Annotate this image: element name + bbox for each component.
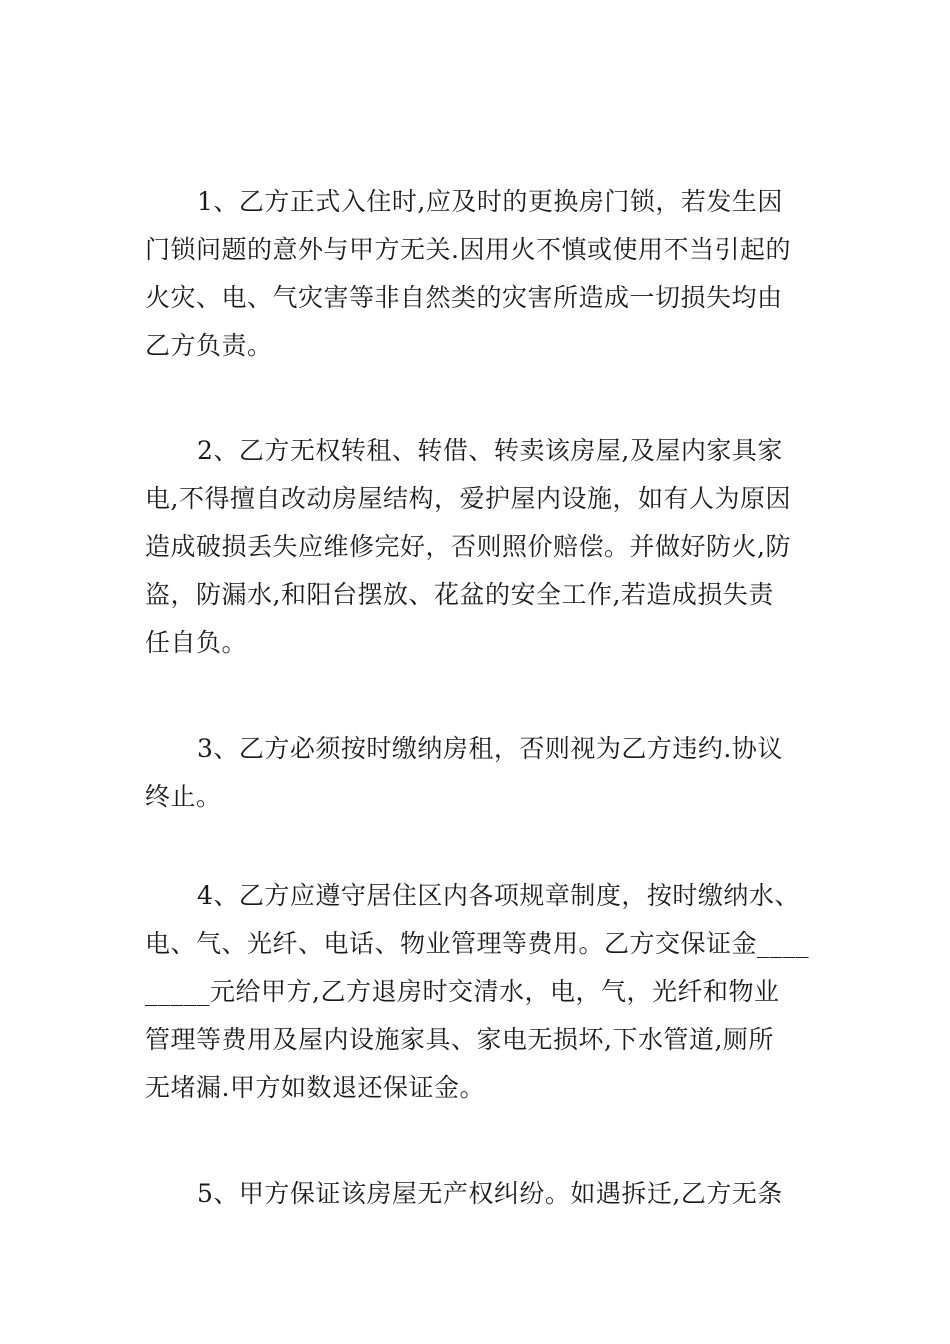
text-line: 无堵漏.甲方如数退还保证金。 xyxy=(145,1073,485,1102)
text-line: 任自负。 xyxy=(145,628,248,657)
text-line: 造成破损丢失应维修完好，否则照价赔偿。并做好防火,防 xyxy=(145,532,791,561)
text-line: 门锁问题的意外与甲方无关.因用火不慎或使用不当引起的 xyxy=(145,235,791,264)
text-line: 2、乙方无权转租、转借、转卖该房屋,及屋内家具家 xyxy=(197,436,783,465)
clause-5-paragraph xyxy=(145,1170,805,1218)
text-line: 火灾、电、气灾害等非自然类的灾害所造成一切损失均由 xyxy=(145,283,783,312)
text-line: 终止。 xyxy=(145,782,222,811)
text-line: 盗，防漏水,和阳台摆放、花盆的安全工作,若造成损失责 xyxy=(145,580,774,609)
clause-3-paragraph xyxy=(145,725,805,821)
clause-2-paragraph xyxy=(145,427,805,667)
clause-4-paragraph xyxy=(145,872,810,1112)
text-line: 电,不得擅自改动房屋结构，爱护屋内设施，如有人为原因 xyxy=(145,484,791,513)
clause-1-paragraph xyxy=(145,178,805,370)
text-line: 5、甲方保证该房屋无产权纠纷。如遇拆迁,乙方无条 xyxy=(197,1179,783,1208)
text-line: 电、气、光纤、电话、物业管理等费用。乙方交保证金____ xyxy=(145,929,810,958)
text-line: 管理等费用及屋内设施家具、家电无损坏,下水管道,厕所 xyxy=(145,1025,774,1054)
text-line: 3、乙方必须按时缴纳房租，否则视为乙方违约.协议 xyxy=(197,734,783,763)
text-line: 4、乙方应遵守居住区内各项规章制度，按时缴纳水、 xyxy=(197,881,800,910)
text-line: 乙方负责。 xyxy=(145,331,273,360)
text-line: 1、乙方正式入住时,应及时的更换房门锁，若发生因 xyxy=(197,187,783,216)
text-line: _____元给甲方,乙方退房时交清水，电，气，光纤和物业 xyxy=(145,977,780,1006)
